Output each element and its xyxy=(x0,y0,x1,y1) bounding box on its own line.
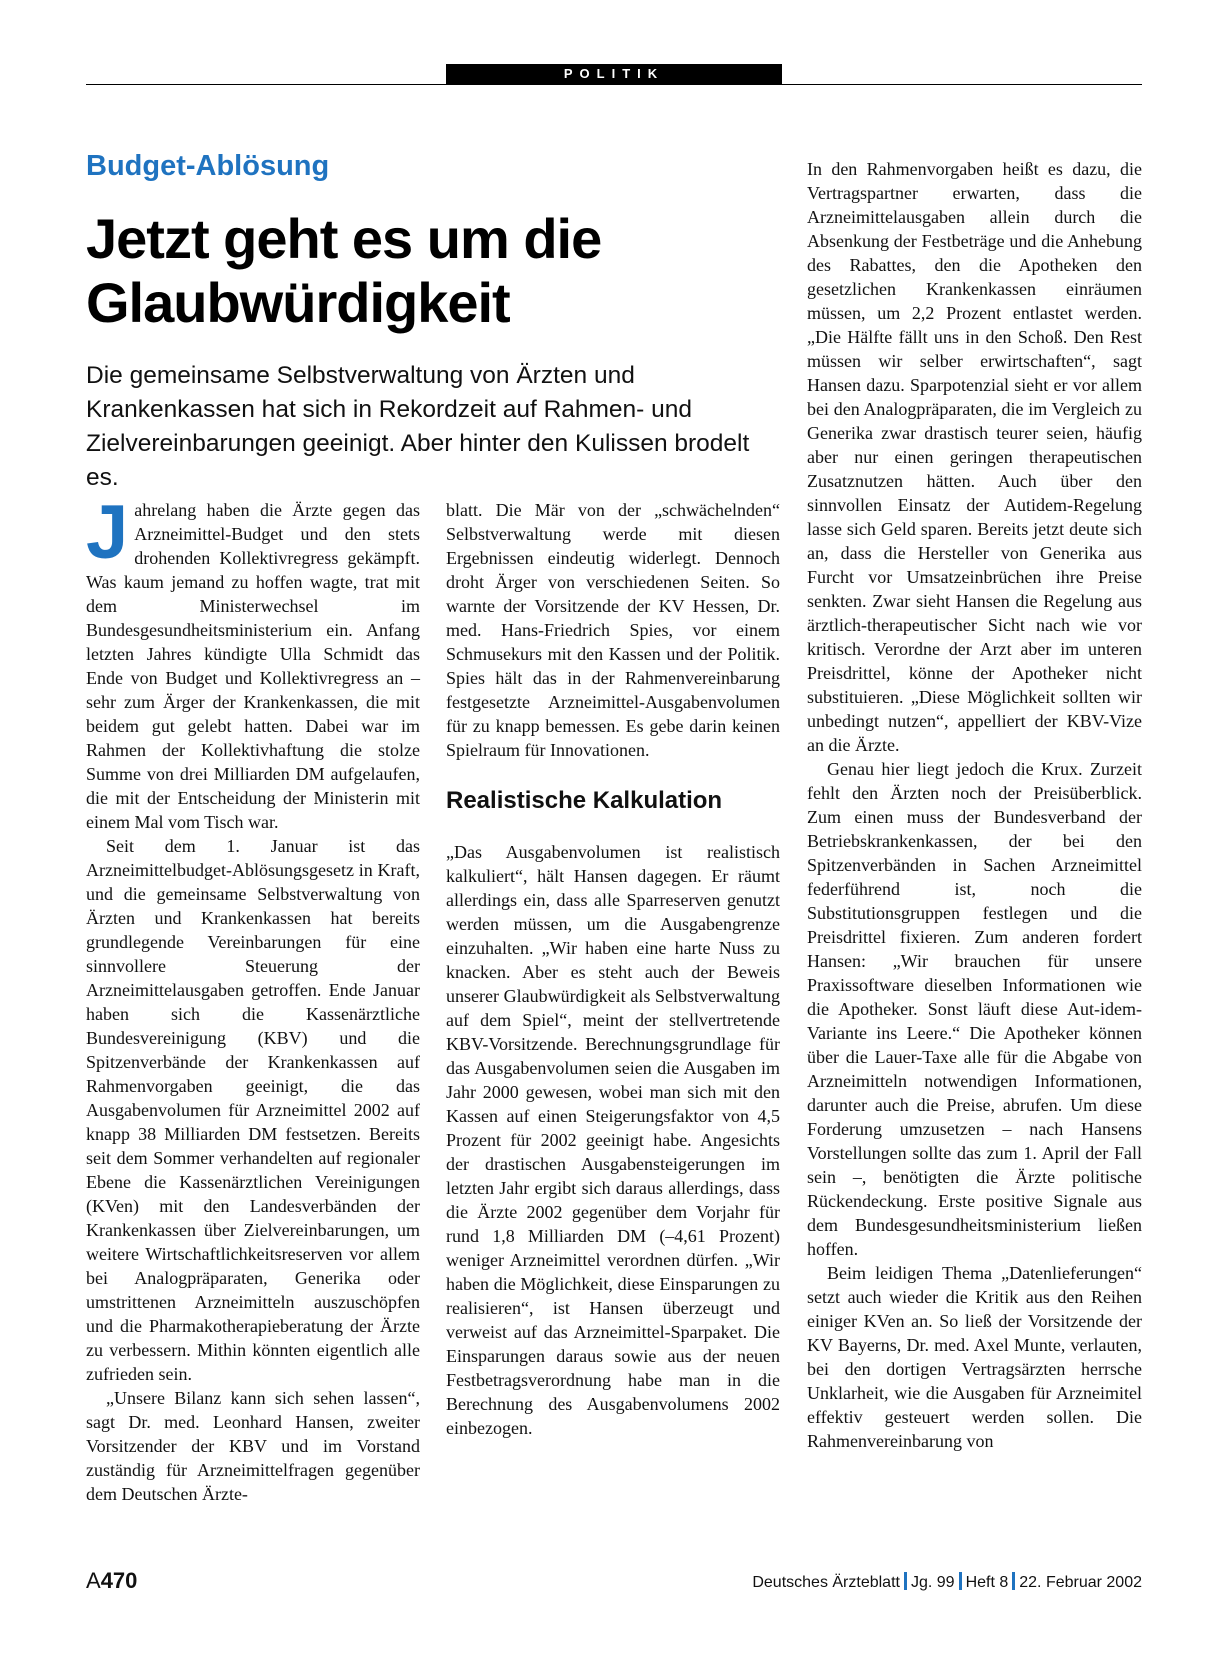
paragraph: Genau hier liegt jedoch die Krux. Zurzeit fehlt den Ärzten noch der Preisüberblick. Zum einen muss der Bundesverband der Betriebskrankenkassen, der bei den Spitzenverbänden in Sachen Arzneimittel federführend ist, noch die Substitutionsgruppen festlegen und die Preisdrittel fixieren. Zum anderen fordert Hansen: „Wir brauchen für unsere Praxissoftware dieselben Informationen wie die Apotheker. Sonst läuft diese Aut-idem-Variante ins Leere.“ Die Apotheker können über die Lauer-Taxe alle für die Abgabe von Arzneimitteln notwendigen Informationen, darunter auch die Preise, abrufen. Um diese Forderung umzusetzen – nach Hansens Vorstellungen sollte das zum 1. April der Fall sein –, benötigten die Ärzte politische Rückendeckung. Erste positive Signale aus dem Bundesgesundheitsministerium ließen hoffen. xyxy=(807,759,1142,1259)
page-number-value: 470 xyxy=(100,1568,138,1593)
paragraph xyxy=(86,490,420,834)
page-prefix: A xyxy=(86,1568,101,1593)
drop-cap: J xyxy=(86,490,129,575)
journal-name: Deutsches Ärzteblatt xyxy=(752,1574,900,1591)
paragraph: „Das Ausgabenvolumen ist realistisch kalkuliert“, hält Hansen dagegen. Er räumt allerdings ein, dass alle Sparreserven genutzt werden müssen, um die Ausgabengrenze einzuhalten. „Wir haben eine harte Nuss zu knacken. Aber es steht auch der Beweis unserer Glaubwürdigkeit als Selbstverwaltung auf dem Spiel“, meint der stellvertretende KBV-Vorsitzende. Berechnungsgrundlage für das Ausgabenvolumen seien die Ausgaben im Jahr 2000 gewesen, wobei man sich mit den Kassen auf einen Steigerungsfaktor von 4,5 Prozent für 2002 geeinigt habe. Angesichts der drastischen Ausgabensteigerungen im letzten Jahr ergibt sich daraus allerdings, dass die Ärzte 2002 gegenüber dem Vorjahr für rund 1,8 Milliarden DM (–4,61 Prozent) weniger Arzneimittel verordnen dürfen. „Wir haben die Möglichkeit, diese Einsparungen zu realisieren“, ist Hansen überzeugt und verweist auf das Arzneimittel-Sparpaket. Die Einsparungen daraus sowie aus der neuen Festbetragsverordnung habe man in die Berechnung des Ausgabenvolumens 2002 einbezogen. xyxy=(446,842,780,1438)
paragraph: Beim leidigen Thema „Datenlieferungen“ setzt auch wieder die Kritik aus den Reihen einiger KVen an. So ließ der Vorsitzende der KV Bayerns, Dr. med. Axel Munte, verlauten, bei den dortigen Vertragsärzten herrsche Unklarheit, wie die Ausgaben für Arzneimitel effektiv gesteuert werden sollen. Die Rahmenvereinbarung von xyxy=(807,1263,1142,1451)
article-title: Jetzt geht es um die Glaubwürdigkeit xyxy=(86,207,602,334)
text-column-3 xyxy=(807,157,1142,1453)
paragraph: Seit dem 1. Januar ist das Arzneimittelbudget-Ablösungsgesetz in Kraft, und die gemeinsame Selbstverwaltung von Ärzten und Krankenkassen hat bereits grundlegende Vereinbarungen für eine sinnvollere Steuerung der Arzneimittelausgaben getroffen. Ende Januar haben sich die Kassenärztliche Bundesvereinigung (KBV) und die Spitzenverbände der Krankenkassen auf Rahmenvorgaben geeinigt, die das Ausgabenvolumen für Arzneimittel 2002 auf knapp 38 Milliarden DM festsetzen. Bereits seit dem Sommer verhandelten auf regionaler Ebene die Kassenärztlichen Vereinigungen (KVen) mit den Landesverbänden der Krankenkassen über Zielvereinbarungen, um weitere Wirtschaftlichkeitsreserven vor allem bei Analogpräparaten, Generika oder umstrittenen Arzneimitteln auszuschöpfen und die Pharmakotherapieberatung der Ärzte zu verbessern. Mithin könnten eigentlich alle zufrieden sein. xyxy=(86,836,420,1384)
section-label: POLITIK xyxy=(446,64,782,84)
paragraph: „Unsere Bilanz kann sich sehen lassen“, sagt Dr. med. Leonhard Hansen, zweiter Vorsitzender der KBV und im Vorstand zuständig für Arzneimittelfragen gegenüber dem Deutschen Ärzte- xyxy=(86,1388,420,1504)
text-column-1 xyxy=(86,490,420,1506)
separator xyxy=(904,1572,907,1590)
separator xyxy=(1012,1572,1015,1590)
paragraph-text: ahrelang haben die Ärzte gegen das Arzneimittel-Budget und den stets drohenden Kollektivregress gekämpft. Was kaum jemand zu hoffen wagte, trat mit dem Ministerwechsel im Bundesgesundheitsministerium ein. Anfang letzten Jahres kündigte Ulla Schmidt das Ende von Budget und Kollektivregress an – sehr zum Ärger der Krankenkassen, die mit beidem gut gelebt hatten. Dabei war im Rahmen der Kollektivhaftung die stolze Summe von drei Milliarden DM aufgelaufen, die mit der Entscheidung der Ministerin mit einem Mal vom Tisch war. xyxy=(86,500,420,832)
paragraph: blatt. Die Mär von der „schwächelnden“ Selbstverwaltung werde mit diesen Ergebnissen eindeutig widerlegt. Dennoch droht Ärger von verschiedenen Seiten. So warnte der Vorsitzende der KV Hessen, Dr. med. Hans-Friedrich Spies, vor einem Schmusekurs mit den Kassen und der Politik. Spies hält das in der Rahmenvereinbarung festgesetzte Arzneimittel-Ausgabenvolumen für zu knapp bemessen. Es gebe darin keinen Spielraum für Innovationen. xyxy=(446,500,780,760)
volume: Jg. 99 xyxy=(910,1574,955,1591)
page-number xyxy=(86,1568,137,1594)
publication-info xyxy=(752,1572,1142,1592)
article-lead: Die gemeinsame Selbstverwaltung von Ärzten und Krankenkassen hat sich in Rekordzeit auf Rahmen- und Zielvereinbarungen geeinigt. Aber hinter den Kulissen brodelt es. xyxy=(86,362,750,491)
paragraph: In den Rahmenvorgaben heißt es dazu, die Vertragspartner erwarten, dass die Arzneimittelausgaben allein durch die Absenkung der Festbeträge und die Anhebung des Rabattes, den die Apotheken den gesetzlichen Krankenkassen einräumen müssen, um 2,2 Prozent entlastet werden. „Die Hälfte fällt uns in den Schoß. Den Rest müssen wir selber erwirtschaften“, sagt Hansen dazu. Sparpotenzial sieht er vor allem bei den Analogpräparaten, die im Vergleich zu Generika zwar drastisch teurer seien, häufig aber nur einen geringen therapeutischen Zusatznutzen hätten. Auch über den sinnvollen Einsatz der Autidem-Regelung lasse sich Geld sparen. Bereits jetzt deute sich an, dass die Hersteller von Generika aus Furcht vor Umsatzeinbrüchen ihre Preise senkten. Zwar sieht Hansen die Regelung aus ärztlich-therapeutischer Sicht nach wie vor kritisch. Verordne der Arzt aber im unteren Preisdrittel, könne der Apotheker nicht substituieren. „Diese Möglichkeit sollten wir unbedingt nutzen“, appelliert der KBV-Vize an die Ärzte. xyxy=(807,159,1142,755)
issue: Heft 8 xyxy=(965,1574,1009,1591)
article-kicker: Budget-Ablösung xyxy=(86,150,330,182)
text-column-2 xyxy=(446,498,780,1440)
issue-date: 22. Februar 2002 xyxy=(1019,1574,1142,1591)
separator xyxy=(959,1572,962,1590)
subheading: Realistische Kalkulation xyxy=(446,787,723,814)
top-rule xyxy=(86,84,1142,85)
